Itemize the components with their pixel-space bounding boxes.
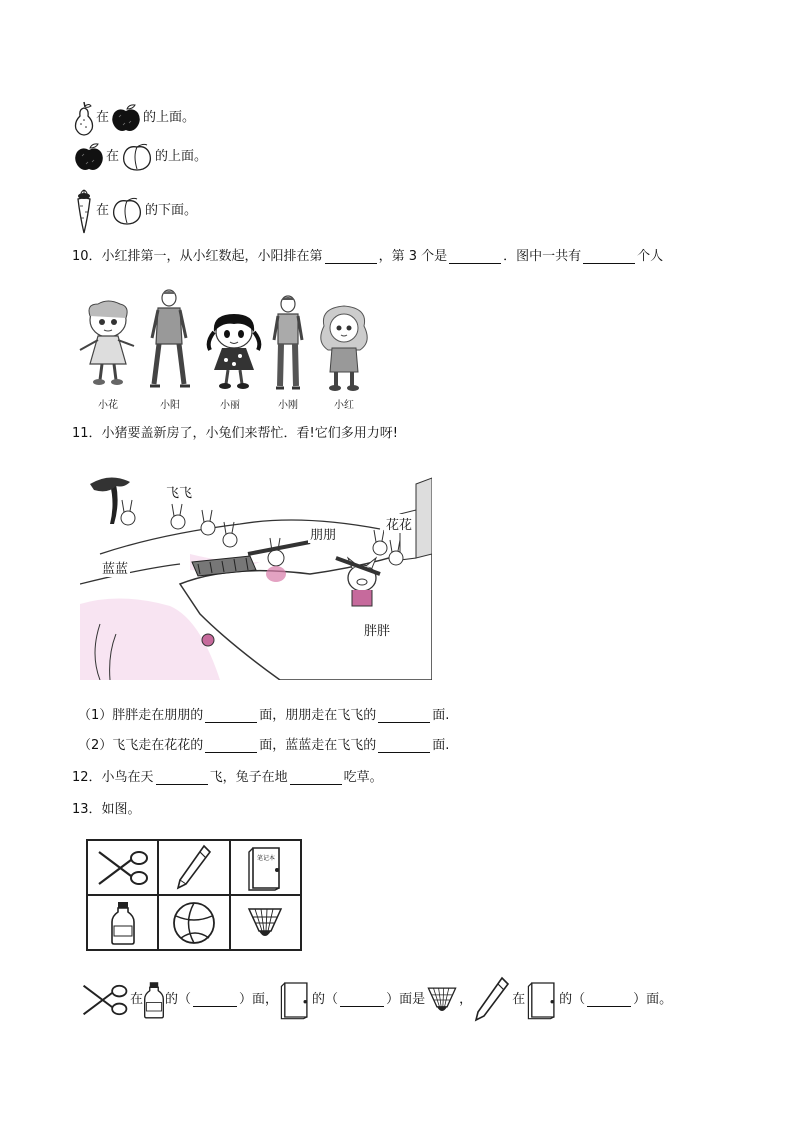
rabbit-label-feifei: 飞飞	[164, 482, 194, 501]
notebook-icon	[525, 979, 559, 1021]
q12-text: 12． 小鸟在天 飞，兔子在地 吃草。	[72, 770, 383, 785]
q11-text: 11． 小猪要盖新房了，小兔们来帮忙．看!它们多用力呀!	[72, 426, 398, 441]
apple-icon	[72, 142, 106, 172]
q11-sub-question-2: （2）飞飞走在花花的 面，蓝蓝走在飞飞的 面.	[78, 738, 450, 753]
q9-line-1: 在 的上面。	[72, 100, 195, 136]
grid-cell-shuttlecock	[230, 895, 301, 950]
answer-blank[interactable]	[340, 994, 384, 1007]
rabbit-label-pengpeng: 朋朋	[308, 524, 338, 543]
girl-figure	[316, 302, 372, 392]
grid-cell-ball	[158, 895, 229, 950]
boy-figure	[268, 294, 308, 392]
answer-blank[interactable]	[325, 251, 377, 264]
girl-figure	[76, 298, 140, 386]
answer-blank[interactable]	[378, 740, 430, 753]
notebook-icon	[278, 979, 312, 1021]
scene-drawing	[80, 474, 432, 680]
grid-cell-notebook	[230, 840, 301, 895]
child-name-label: 小丽	[220, 400, 240, 411]
shuttlecock-icon	[245, 903, 285, 943]
notebook-cover-text: 笔记本	[257, 854, 276, 862]
grid-cell-pencil	[158, 840, 229, 895]
bottle-icon	[110, 900, 136, 946]
pig-label-pangpang: 胖胖	[362, 620, 392, 639]
children-lineup-figure	[72, 288, 372, 413]
answer-blank[interactable]	[449, 251, 501, 264]
scissors-icon	[80, 977, 130, 1023]
girl-figure	[202, 312, 266, 390]
answer-blank[interactable]	[583, 251, 635, 264]
answer-blank[interactable]	[378, 710, 430, 723]
answer-blank[interactable]	[193, 994, 237, 1007]
q11-sub-question-1: （1）胖胖走在朋朋的 面，朋朋走在飞飞的 面.	[78, 708, 450, 723]
man-figure	[144, 288, 194, 392]
answer-blank[interactable]	[205, 740, 257, 753]
q10-text: 10． 小红排第一，从小红数起，小阳排在第 ，第 3 个是 ．图中一共有 个人	[72, 249, 664, 264]
peach-icon	[119, 142, 155, 172]
answer-blank[interactable]	[290, 772, 342, 785]
shuttlecock-icon	[425, 983, 459, 1017]
q13-answer-line: 在 的（ ）面， 的（ ）面是 ， 在 的（ ）面。	[80, 976, 672, 1024]
child-name-label: 小刚	[278, 400, 298, 411]
notebook-icon	[245, 844, 285, 892]
bottle-icon	[143, 980, 165, 1020]
scissors-icon	[95, 846, 151, 890]
q9-line-3: 在 的下面。	[72, 188, 197, 234]
answer-blank[interactable]	[205, 710, 257, 723]
answer-blank[interactable]	[587, 994, 631, 1007]
q9-line-2: 在 的上面。	[72, 142, 207, 172]
pencil-icon	[174, 844, 214, 892]
objects-grid	[86, 839, 302, 951]
child-name-label: 小花	[98, 400, 118, 411]
pear-icon	[72, 100, 96, 136]
pencil-icon	[472, 976, 512, 1024]
grid-cell-scissors	[87, 840, 158, 895]
answer-blank[interactable]	[156, 772, 208, 785]
child-name-label: 小红	[334, 400, 354, 411]
rabbits-scene-figure	[80, 474, 432, 680]
child-name-label: 小阳	[160, 400, 180, 411]
peach-icon	[109, 196, 145, 226]
grid-cell-bottle	[87, 895, 158, 950]
carrot-icon	[72, 188, 96, 234]
rabbit-label-lanlan: 蓝蓝	[100, 558, 130, 577]
apple-icon	[109, 103, 143, 133]
ball-icon	[171, 900, 217, 946]
q13-text: 13． 如图。	[72, 802, 141, 817]
rabbit-label-huahua: 花花	[384, 514, 414, 533]
